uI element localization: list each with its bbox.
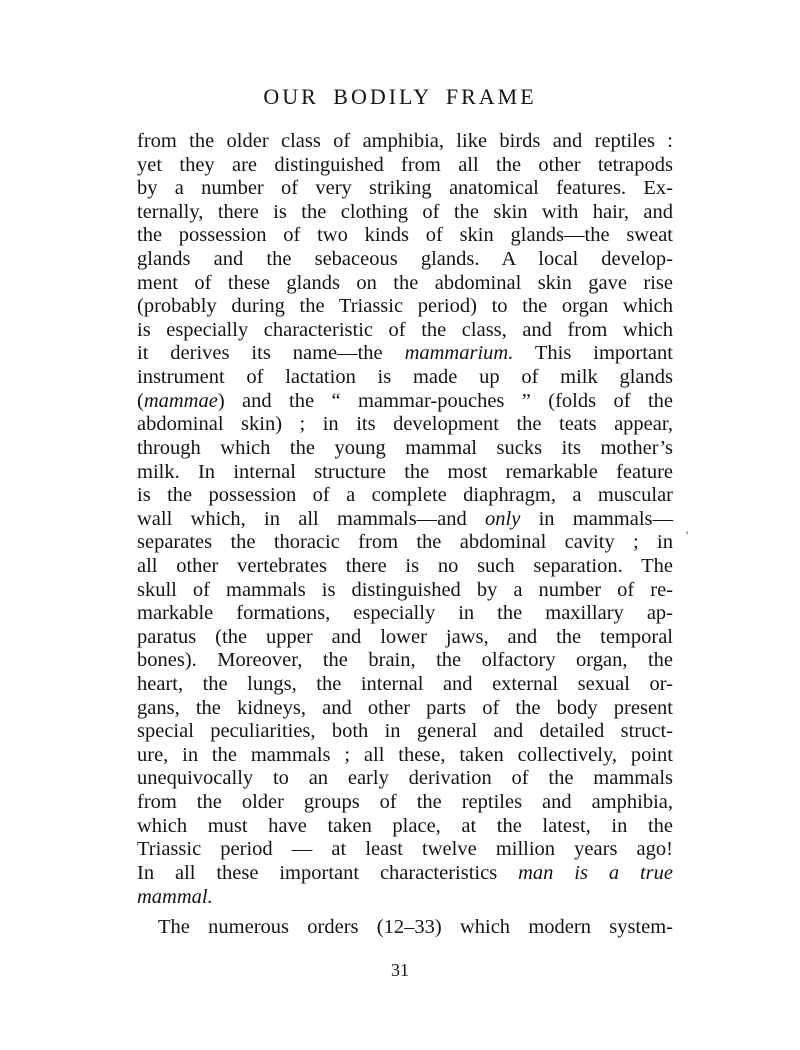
text-line: separates the thoracic from the abdominal cavity ; in [137,531,673,554]
text-run: ) and the “ mammar-pouches ” (folds of the [217,389,673,412]
text-line: gans, the kidneys, and other parts of the body present [137,696,673,719]
italic-term: mammarium. [404,342,514,365]
text-line: ternally, there is the clothing of the skin with hair, and [137,200,673,223]
text-line: ure, in the mammals ; all these, taken collectively, point [137,743,673,766]
italic-term: mammal. [137,885,213,908]
text-line: glands and the sebaceous glands. A local develop- [137,248,673,271]
text-line: by a number of very striking anatomical features. Ex- [137,177,673,200]
text-line: through which the young mammal sucks its mother’s [137,436,673,459]
text-line: ment of these glands on the abdominal skin gave rise [137,271,673,294]
text-line: from the older groups of the reptiles and amphibia, [137,791,673,814]
text-run: in mammals— [520,507,674,530]
text-line [137,390,673,414]
text-line: markable formations, especially in the maxillary ap- [137,602,673,625]
text-line [137,862,673,886]
text-line: special peculiarities, both in general and detailed struct- [137,720,673,743]
text-line [137,508,673,532]
text-line: milk. In internal structure the most remarkable feature [137,460,673,483]
text-run: This important [513,342,673,365]
text-line: which must have taken place, at the latest, in the [137,814,673,837]
text-line [137,342,673,366]
text-line: instrument of lactation is made up of milk glands [137,366,673,389]
text-run: wall which, in all mammals—and [137,507,486,530]
text-line: (probably during the Triassic period) to the organ which [137,295,673,318]
page-number: 31 [391,960,409,980]
italic-term: only [485,507,521,530]
text-run: ( [137,389,144,412]
text-line: the possession of two kinds of skin glands—the sweat [137,224,673,247]
text-run: it derives its name—the [137,342,405,365]
text-line: skull of mammals is distinguished by a number of re- [137,578,673,601]
text-line: paratus (the upper and lower jaws, and the temporal [137,625,673,648]
text-run: In all these important characteristics [137,861,519,884]
text-line: from the older class of amphibia, like birds and reptiles : [137,130,673,152]
text-line: Triassic period — at least twelve million years ago! [137,838,673,861]
text-line [137,886,673,910]
text-line: yet they are distinguished from all the other tetrapods [137,153,673,176]
italic-term: man is a true [518,861,673,884]
body-text [137,130,673,940]
text-line: all other vertebrates there is no such separation. The [137,554,673,577]
italic-term: mammae [143,389,218,412]
running-head: OUR BODILY FRAME [263,84,537,109]
text-line: is especially characteristic of the class, and from which [137,318,673,341]
text-line: is the possession of a complete diaphragm, a muscular [137,484,673,507]
margin-mark-icon: ’ [685,528,689,542]
text-line: abdominal skin) ; in its development the teats appear, [137,413,673,436]
paragraph-first-line: The numerous orders (12–33) which modern system- [158,916,673,939]
text-line: heart, the lungs, the internal and external sexual or- [137,673,673,696]
text-line: bones). Moreover, the brain, the olfactory organ, the [137,649,673,672]
text-line: unequivocally to an early derivation of the mammals [137,767,673,790]
